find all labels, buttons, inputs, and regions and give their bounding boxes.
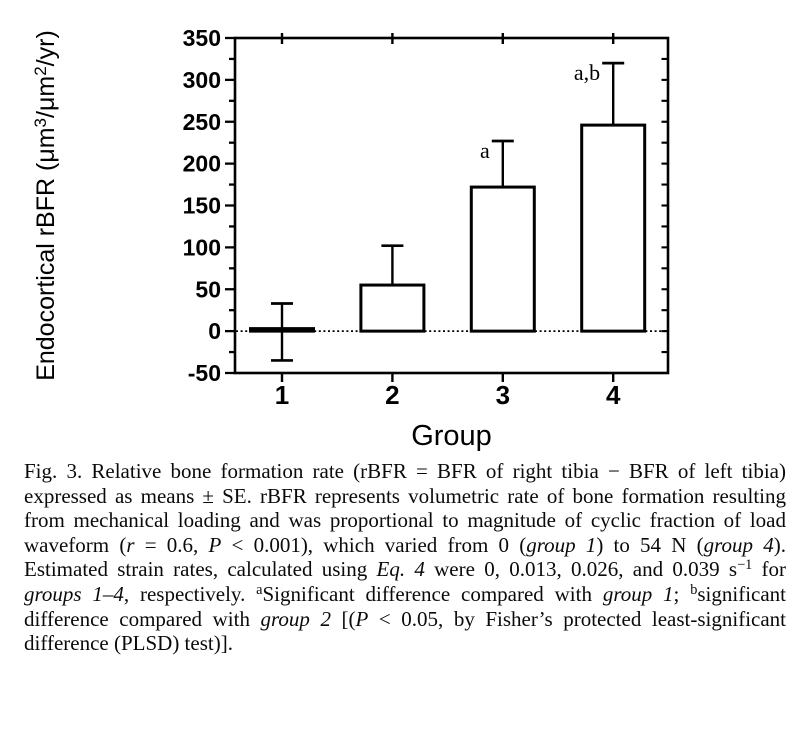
- caption-italic-text: P: [208, 532, 222, 557]
- y-axis-label: Endocortical rBFR $(\mu m^3/\mu m^2/yr)$: [31, 30, 60, 381]
- caption-italic-text: group 2: [260, 606, 331, 631]
- caption-text: significant difference compared with: [24, 581, 787, 631]
- x-tick-label: 3: [495, 380, 511, 410]
- y-tick-label: 350: [182, 25, 221, 51]
- significance-label: a: [480, 138, 490, 164]
- y-tick-label: -50: [187, 360, 221, 386]
- significance-label: a,b: [573, 60, 601, 86]
- y-tick-label: 100: [182, 234, 221, 261]
- x-tick-label: 1: [274, 380, 290, 410]
- bar: [361, 285, 424, 331]
- caption-text: ;: [673, 581, 691, 606]
- caption-italic-text: P: [355, 606, 369, 631]
- caption-italic-text: Eq. 4: [376, 557, 425, 582]
- x-axis-label: Group: [411, 420, 492, 452]
- caption-text: ). Estimated strain rates, calculated using: [24, 532, 786, 582]
- caption-superscript: a: [256, 581, 263, 598]
- caption-text: , respectively.: [123, 581, 257, 606]
- bar: [471, 187, 534, 331]
- y-tick-label: 50: [195, 276, 221, 303]
- y-tick-label: 300: [182, 66, 221, 93]
- x-tick-label: 4: [605, 380, 621, 410]
- y-tick-label: 150: [182, 192, 221, 219]
- caption-text: < 0.05, by Fisher’s protected least-significant difference (PLSD) test)].: [24, 606, 787, 656]
- caption-text: < 0.001), which varied from 0 (: [221, 532, 527, 557]
- caption-italic-text: group 1: [526, 532, 597, 557]
- caption-superscript: b: [690, 581, 698, 598]
- chart-canvas: [31, 25, 668, 452]
- caption-text: ) to 54 N (: [596, 532, 704, 557]
- caption-italic-text: groups 1–4: [24, 581, 124, 606]
- y-tick-label: 200: [182, 150, 221, 177]
- caption-italic-text: r: [126, 532, 135, 557]
- figure-caption: [24, 459, 786, 656]
- caption-text: Fig. 3. Relative bone formation rate (rBFR = BFR of right tibia − BFR of left tibia) expressed as means ± SE. rBFR represents volumetric rate of bone formation resulting from mechanical loading and was proportional to magnitude of cyclic fraction of load waveform (: [24, 459, 786, 557]
- bar: [582, 125, 645, 331]
- x-tick-label: 2: [385, 380, 400, 410]
- y-tick-label: 250: [182, 108, 221, 135]
- caption-text: were 0, 0.013, 0.026, and 0.039 s: [424, 557, 738, 582]
- caption-text: [(: [330, 606, 356, 631]
- caption-italic-text: group 1: [602, 581, 674, 606]
- caption-text: = 0.6,: [134, 532, 209, 557]
- caption-superscript: −1: [737, 557, 753, 574]
- caption-text: for: [752, 557, 787, 582]
- caption-text: Significant difference compared with: [262, 581, 603, 606]
- y-tick-label: 0: [208, 318, 221, 345]
- caption-italic-text: group 4: [703, 532, 774, 557]
